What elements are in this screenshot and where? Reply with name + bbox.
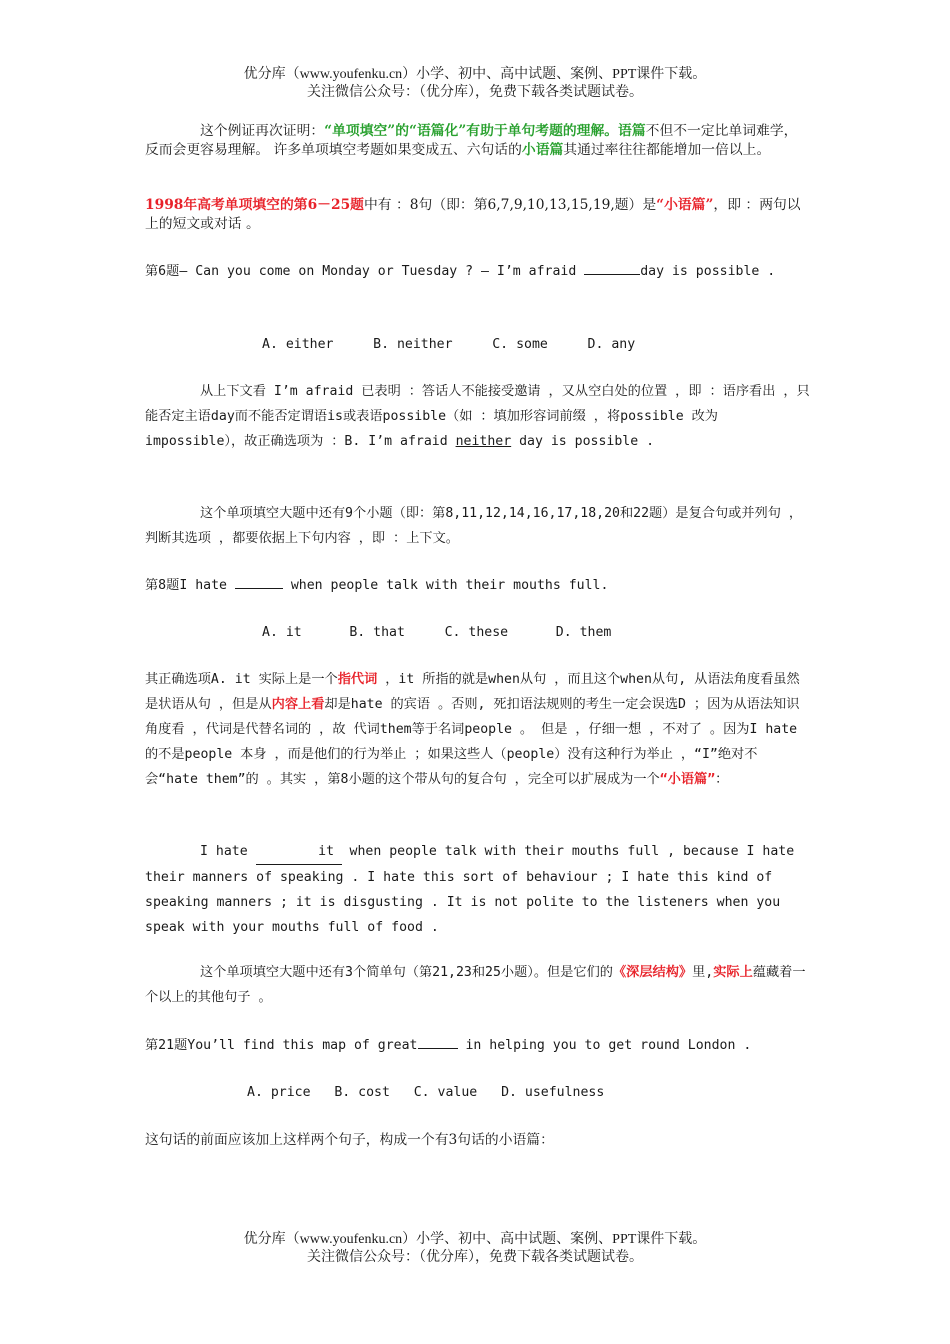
question-21-blank — [418, 1034, 458, 1049]
explanation-8-text-2: ，it 所指的就是when从句 ，而且这个when从句, 从语法角度看虽然是状语从句 ，但是从 — [145, 672, 800, 712]
section-1998-highlight-red: 1998年高考单项填空的第6－25题 — [145, 197, 364, 213]
simple-highlight-2: 实际上 — [713, 965, 753, 980]
page-header — [0, 66, 950, 102]
intro-text-1: 这个例证再次证明： — [200, 123, 325, 139]
explanation-8-highlight-2: 内容上看 — [271, 697, 325, 712]
footer-line-1: 优分库（www.youfenku.cn）小学、初中、高中试题、案例、PPT课件下载。 — [243, 1232, 707, 1247]
explanation-8-text-4: ： — [715, 772, 729, 787]
page-footer — [0, 1231, 950, 1267]
section-1998-highlight-red-2: “小语篇” — [656, 197, 714, 213]
closing-paragraph: 这句话的前面应该加上这样两个句子，构成一个有3句话的小语篇： — [145, 1132, 554, 1148]
question-6 — [145, 259, 810, 284]
intro-highlight-green: “单项填空”的“语篇化”有助于单句考题的理解 — [324, 123, 605, 139]
intro-paragraph — [145, 122, 810, 160]
section-1998-paragraph — [145, 196, 810, 234]
header-line-1: 优分库（www.youfenku.cn）小学、初中、高中试题、案例、PPT课件下载。 — [243, 67, 707, 82]
question-6-text-a: 第6题— Can you come on Monday or Tuesday ? — I’m afraid — [145, 264, 585, 279]
section-1998-text-1: 中有 ：8句（即：第6,7,9,10,13,15,19,题）是 — [363, 197, 657, 213]
example-8-text-b: when people talk with their mouths full , because I hate their manners of speaking . I hate this sort of behaviour ; I hate this kind of speaking manners ; it is disgusting . It is not polite to the listeners when you speak with your mouths full of food . — [145, 844, 795, 935]
simple-text-1: 这个单项填空大题中还有3个简单句（第21,23和25小题）。但是它们的 — [200, 965, 613, 980]
intro-text-3: 其通过率往往都能增加一倍以上。 — [563, 142, 771, 158]
explanation-6-tail: day is possible . — [511, 434, 655, 449]
question-6-options: A. either B. neither C. some D. any — [262, 337, 636, 352]
intro-highlight-green-2: 。语篇 — [604, 123, 646, 139]
explanation-8-text-1: 其正确选项A. it 实际上是一个 — [145, 672, 338, 687]
simple-highlight-1: 《深层结构》 — [612, 965, 693, 980]
question-8-text-a: 第8题I hate — [145, 578, 235, 593]
section-1998-text-2: ，即 ：两句以上的短文或对话 。 — [145, 197, 801, 232]
explanation-6-text: 从上下文看 I’m afraid 已表明 ：答话人不能接受邀请 ，又从空白处的位置 ，即 ：语序看出 ，只能否定主语day而不能否定谓语is或表语possible（如 ：填加形容词前缀 ，将possible 改为impossible），故正确选项为 ：B. I’m afraid — [145, 384, 810, 449]
explanation-6-answer: neither — [455, 434, 512, 449]
simple-sentence-paragraph — [145, 960, 810, 1010]
explanation-8 — [145, 667, 810, 792]
question-21 — [145, 1033, 810, 1058]
example-8-blank-answer: it — [256, 839, 342, 865]
example-8-paragraph — [145, 839, 810, 940]
explanation-8-highlight-1: 指代词 — [337, 672, 378, 687]
explanation-6 — [145, 379, 810, 454]
explanation-8-text-3: 却是hate 的宾语 。否则, 死扣语法规则的考生一定会误选D ；因为从语法知识角度看 ，代词是代替名词的 ，故 代词them等于名词people 。 但是 ，仔细一想 ，不对了 。因为I hate 的不是people 本身 ，而是他们的行为举止 ；如果这些人（people）没有这种行为举止 ，“I”绝对不会“hate them”的 。其实 ，第8小题的这个带从句的复合句 ，完全可以扩展成为一个 — [145, 697, 800, 787]
example-8-text-a: I hate — [200, 844, 256, 859]
compound-paragraph: 这个单项填空大题中还有9个小题（即：第8,11,12,14,16,17,18,20和22题）是复合句或并列句 ，判断其选项 ，都要依据上下句内容 ，即 ：上下文。 — [145, 506, 803, 546]
header-line-2: 关注微信公众号：（优分库），免费下载各类试题试卷。 — [307, 85, 643, 100]
question-8-options: A. it B. that C. these D. them — [262, 625, 612, 640]
question-6-blank — [584, 260, 640, 275]
simple-text-2: 里, — [692, 965, 714, 980]
question-8-text-b: when people talk with their mouths full. — [282, 578, 609, 593]
simple-text-3: 蕴藏着一个以上的其他句子 。 — [145, 965, 806, 1005]
question-21-text-a: 第21题You’ll find this map of great — [145, 1038, 418, 1053]
explanation-8-highlight-3: “小语篇” — [659, 772, 716, 787]
intro-text-2: 不但不一定比单词难学， 反而会更容易理解。 许多单项填空考题如果变成五、六句话的 — [145, 123, 798, 158]
intro-highlight-green-3: 小语篇 — [521, 142, 564, 158]
question-8-blank — [235, 574, 283, 589]
question-21-text-b: in helping you to get round London . — [457, 1038, 752, 1053]
question-8 — [145, 573, 810, 598]
footer-line-2: 关注微信公众号：（优分库），免费下载各类试题试卷。 — [307, 1250, 643, 1265]
question-6-text-b: day is possible . — [640, 264, 776, 279]
question-21-options: A. price B. cost C. value D. usefulness — [247, 1085, 605, 1100]
